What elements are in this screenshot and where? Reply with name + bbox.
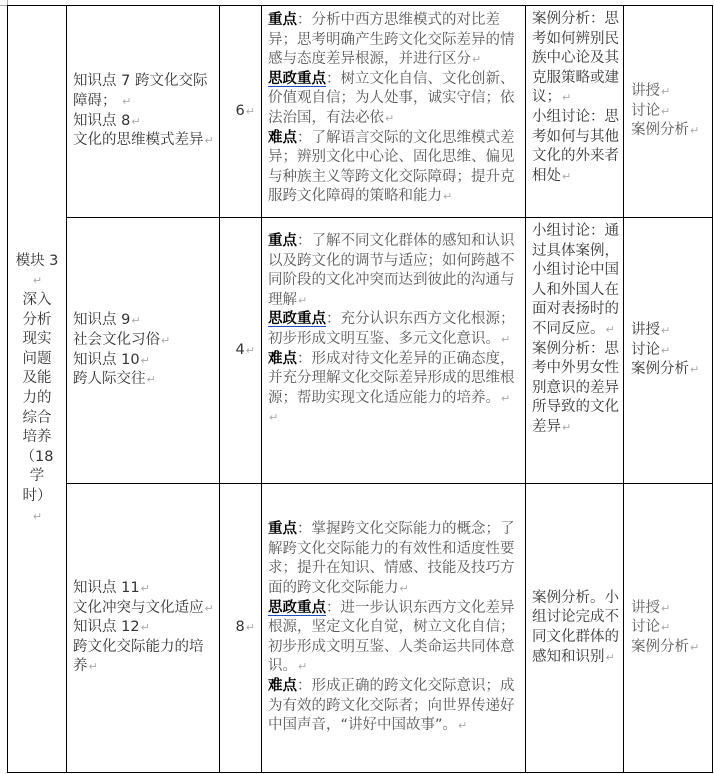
knowledge-line: 知识点 8 ↵ (73, 112, 215, 132)
knowledge-line: 社会文化习俗 ↵ (73, 331, 215, 351)
module-title: 模块 3 ↵ (12, 252, 62, 291)
activity-item: 小组讨论：思考如何与其他文化的外来者相处 ↵ (532, 108, 619, 186)
knowledge-cell (67, 484, 220, 773)
method-item: 讲授 ↵ (631, 82, 708, 102)
content-cell (262, 6, 526, 218)
content-text: ：充分认识东西方文化根源；初步形成文明互鉴、多元文化意识。 (268, 311, 515, 347)
knowledge-line: 知识点 9 ↵ (73, 311, 215, 331)
knowledge-line: 文化的思维模式差异 ↵ (73, 131, 215, 151)
content-label: 难点 (268, 129, 297, 146)
content-label: 思政重点 (268, 311, 326, 328)
knowledge-line: 跨文化交际能力的培养 ↵ (73, 638, 215, 677)
knowledge-cell (67, 218, 220, 484)
knowledge-line: 知识点 11 ↵ (73, 579, 215, 599)
content-paragraph (268, 520, 521, 598)
content-label: 难点 (268, 677, 297, 694)
method-item: 讲授 ↵ (631, 599, 708, 619)
activities-cell (526, 484, 624, 773)
content-paragraph (268, 232, 521, 310)
knowledge-line: 知识点 10 ↵ (73, 351, 215, 371)
content-label: 重点 (268, 521, 297, 538)
activities-cell (526, 6, 624, 218)
hours-cell: 4 ↵ (220, 218, 262, 484)
content-paragraph (268, 310, 521, 349)
method-item: 讨论 ↵ (631, 341, 708, 361)
content-paragraph (268, 11, 521, 70)
activities-cell (526, 218, 624, 484)
content-text: ：掌握跨文化交际能力的概念；了解跨文化交际能力的有效性和适度性要求；提升在知识、情感、技能及技巧方面的跨文化交际能力 (268, 521, 515, 597)
activity-item: 小组讨论：通过具体案例，小组讨论中国人和外国人在面对表扬时的不同反应。 ↵ (532, 222, 619, 340)
activity-item: 案例分析：思考中外男女性别意识的差异所导致的文化差异 ↵ (532, 340, 619, 438)
content-label: 重点 (268, 233, 297, 249)
method-item: 案例分析 ↵ (631, 638, 708, 658)
content-paragraph (268, 599, 521, 677)
hours-cell: 8 ↵ (220, 484, 262, 773)
methods-cell (624, 6, 713, 218)
knowledge-cell (67, 6, 220, 218)
content-text: ：了解语言交际的文化思维模式差异；辨别文化中心论、固化思维、偏见与种族主义等跨文化交际障碍；提升克服跨文化障碍的策略和能力 (268, 129, 515, 205)
method-item: 讨论 ↵ (631, 102, 708, 122)
knowledge-line: 跨人际交往 ↵ (73, 370, 215, 390)
content-cell (262, 484, 526, 773)
content-label: 思政重点 (268, 70, 326, 87)
syllabus-table (7, 5, 713, 773)
content-text: ：了解不同文化群体的感知和认识以及跨文化的调节与适应；如何跨越不同阶段的文化冲突而达到彼此的沟通与理解 (268, 233, 515, 308)
knowledge-line: 知识点 7 跨文化交际障碍； ↵ (73, 72, 215, 111)
method-item: 案例分析 ↵ (631, 121, 708, 141)
knowledge-line: 知识点 12 ↵ (73, 618, 215, 638)
methods-cell (624, 218, 713, 484)
content-paragraph (268, 350, 521, 409)
activity-item: 案例分析。小组讨论完成不同文化群体的感知和识别 ↵ (532, 589, 619, 667)
empty-paragraph (268, 408, 521, 428)
content-paragraph (268, 129, 521, 207)
content-label: 难点 (268, 350, 297, 367)
module-name: 深入分析现实问题及能力的综合培养（18学时） ↵ (12, 291, 62, 526)
content-paragraph (268, 70, 521, 129)
content-paragraph (268, 677, 521, 736)
method-item: 讲授 ↵ (631, 321, 708, 341)
method-item: 讨论 ↵ (631, 618, 708, 638)
content-text: ：分析中西方思维模式的对比差异；思考明确产生跨文化交际差异的情感与态度差异根源，并进行区分 (268, 12, 515, 68)
table-row (8, 6, 713, 218)
content-label: 重点 (268, 12, 297, 28)
methods-cell (624, 484, 713, 773)
activity-item: 案例分析：思考如何辨别民族中心论及其克服策略或建议； ↵ (532, 10, 619, 108)
content-label: 思政重点 (268, 599, 326, 616)
content-text: ：树立文化自信、文化创新、价值观自信；为人处事，诚实守信；依法治国，有法必依 (268, 70, 515, 126)
content-text: ：形成对待文化差异的正确态度，并充分理解文化交际差异形成的思维根源；帮助实现文化适应能力的培养。 (268, 350, 515, 406)
table-row (8, 218, 713, 484)
knowledge-line: 文化冲突与文化适应 ↵ (73, 599, 215, 619)
content-text: ：进一步认识东西方文化差异根源，坚定文化自觉，树立文化自信；初步形成文明互鉴、人类命运共同体意识。 (268, 599, 515, 675)
hours-cell: 6 ↵ (220, 6, 262, 218)
table-row (8, 484, 713, 773)
method-item: 案例分析 ↵ (631, 360, 708, 380)
module-cell (8, 6, 67, 773)
content-cell (262, 218, 526, 484)
content-text: ：形成正确的跨文化交际意识；成为有效的跨文化交际者；向世界传递好中国声音，“讲好中国故事”。 (268, 677, 515, 734)
